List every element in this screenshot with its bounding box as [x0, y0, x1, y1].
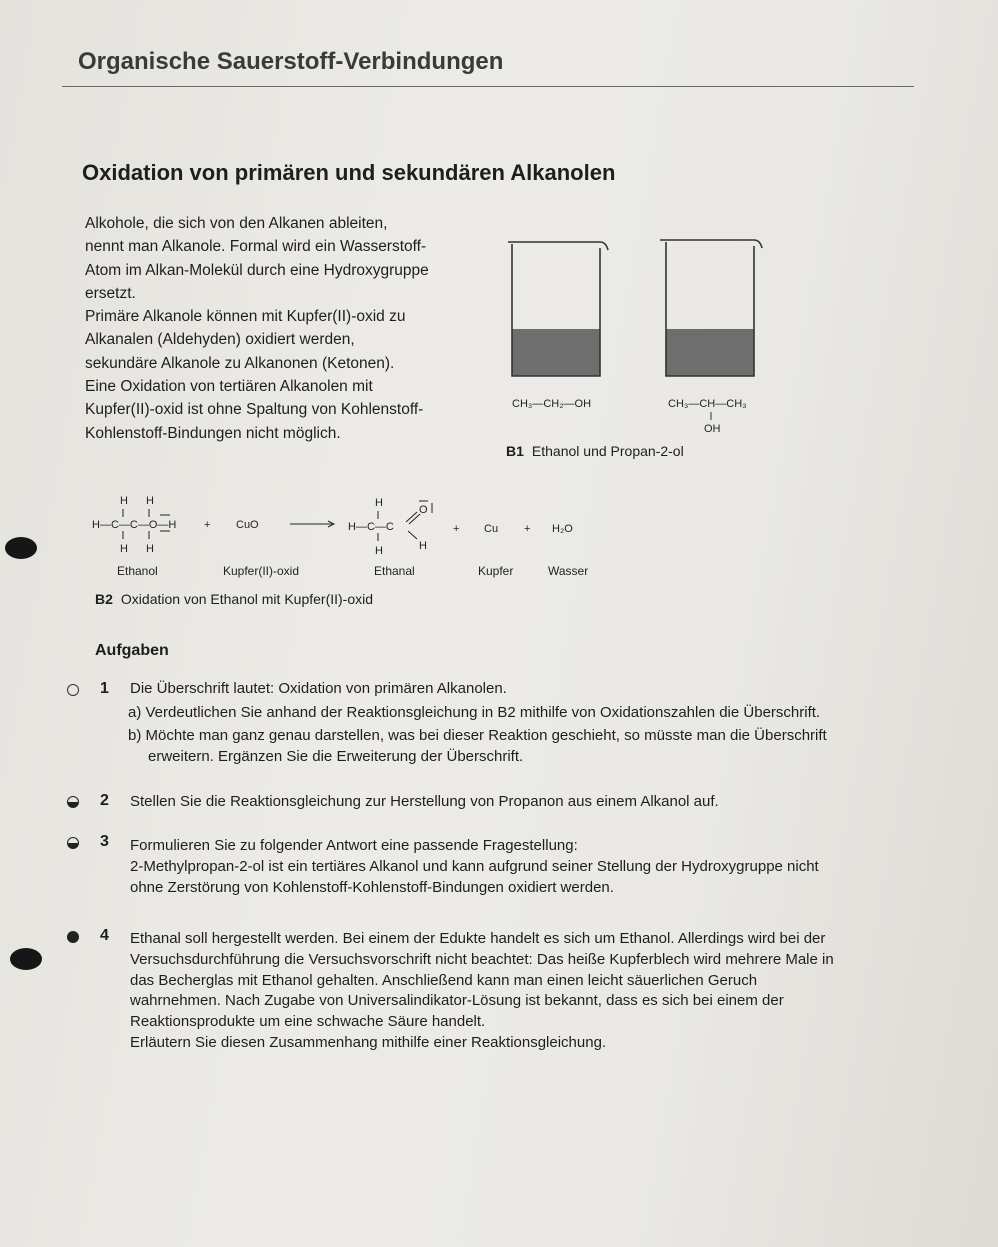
task-line: Versuchsdurchführung die Versuchsvorschrift nicht beachtet: Das heiße Kupferblech wird mehrere Male in — [130, 950, 834, 968]
beaker-propanol — [660, 240, 762, 376]
task-line: das Becherglas mit Ethanol gehalten. Anschließend kann man einen leicht säuerlichen Geruch — [130, 971, 758, 989]
task-text — [130, 929, 930, 1054]
intro-line: Kupfer(II)-oxid ist ohne Spaltung von Kohlenstoff- — [85, 401, 424, 419]
name-ethanol: Ethanol — [117, 564, 158, 578]
caption-text: Ethanol und Propan-2-ol — [531, 443, 684, 459]
atom-h: H — [120, 495, 128, 507]
formula-h2o: H₂O — [552, 523, 573, 535]
plus-sign: + — [524, 523, 531, 535]
reaction-equation — [90, 485, 630, 585]
formula-propan-2-ol: CH₃—CH—CH₃ — [668, 398, 747, 410]
plus-sign: + — [204, 519, 211, 531]
intro-paragraph — [85, 212, 485, 445]
beaker-liquid — [666, 329, 754, 376]
intro-line: Alkohole, die sich von den Alkanen ableiten, — [85, 215, 388, 232]
task-1b — [128, 725, 928, 767]
task-number: 1 — [100, 680, 109, 697]
intro-line: ersetzt. — [85, 284, 136, 302]
task-number: 4 — [100, 927, 109, 944]
task-line: Reaktionsprodukte um eine schwache Säure handelt. — [130, 1013, 486, 1031]
plus-sign: + — [453, 523, 460, 535]
double-bond — [406, 512, 417, 522]
task-line: Stellen Sie die Reaktionsgleichung zur Herstellung von Propanon aus einem Alkanol auf. — [130, 793, 719, 810]
task-number: 3 — [100, 833, 109, 850]
difficulty-half-circle-icon — [67, 837, 79, 849]
figure-b1-beakers — [500, 230, 800, 440]
intro-line: Eine Oxidation von tertiären Alkanolen mit — [85, 378, 373, 396]
name-kupferoxid: Kupfer(II)-oxid — [223, 564, 300, 578]
intro-line: Primäre Alkanole können mit Kupfer(II)-oxid zu — [85, 308, 406, 326]
tasks-heading: Aufgaben — [95, 642, 169, 659]
intro-line: Alkanalen (Aldehyden) oxidiert werden, — [85, 331, 355, 349]
task-line: Formulieren Sie zu folgender Antwort eine passende Fragestellung: — [130, 837, 578, 854]
punch-hole-lower — [10, 948, 42, 970]
task-1a — [128, 702, 928, 723]
formula-cuo: CuO — [236, 519, 259, 531]
ethanol-structure: H—C—C—O—H — [92, 519, 177, 531]
difficulty-empty-circle-icon — [67, 684, 79, 696]
figure-b1-caption — [506, 443, 684, 459]
task-text — [130, 679, 930, 700]
name-kupfer: Kupfer — [478, 564, 514, 578]
atom-o: O — [419, 504, 428, 516]
intro-line: nennt man Alkanole. Formal wird ein Wasserstoff- — [85, 238, 427, 256]
header-divider — [62, 86, 914, 87]
formula-oh: OH — [704, 423, 721, 435]
page-header-title: Organische Sauerstoff-Verbindungen — [78, 48, 504, 75]
task-line: Erläutern Sie diesen Zusammenhang mithilfe einer Reaktionsgleichung. — [130, 1033, 607, 1051]
atom-h: H — [146, 543, 154, 555]
task-line: Die Überschrift lautet: Oxidation von primären Alkanolen. — [130, 680, 507, 697]
task-text — [130, 792, 930, 813]
task-number: 2 — [100, 792, 109, 809]
ethanal-structure: H—C—C — [348, 521, 394, 533]
name-ethanal: Ethanal — [374, 564, 415, 578]
difficulty-full-circle-icon — [67, 931, 79, 943]
task-text — [130, 836, 930, 898]
name-wasser: Wasser — [548, 564, 589, 578]
atom-h: H — [120, 543, 128, 555]
section-heading: Oxidation von primären und sekundären Alkanolen — [82, 160, 616, 185]
beaker-liquid — [512, 329, 600, 376]
formula-ethanol: CH₃—CH₂—OH — [512, 398, 592, 410]
task-line: b) Möchte man ganz genau darstellen, was bei dieser Reaktion geschieht, so müsste man die Überschrift — [128, 727, 827, 744]
task-line: a) Verdeutlichen Sie anhand der Reaktionsgleichung in B2 mithilfe von Oxidationszahlen die Überschrift. — [128, 704, 821, 721]
intro-line: sekundäre Alkanole zu Alkanonen (Ketonen). — [85, 354, 395, 372]
task-line: wahrnehmen. Nach Zugabe von Universalindikator-Lösung ist bekannt, dass es sich bei einem der — [130, 992, 784, 1010]
difficulty-half-circle-icon — [67, 796, 79, 808]
task-line: Ethanal soll hergestellt werden. Bei einem der Edukte handelt es sich um Ethanol. Allerdings wird bei der — [130, 930, 826, 947]
figure-b2-caption — [95, 591, 373, 607]
intro-line: Kohlenstoff-Bindungen nicht möglich. — [85, 424, 341, 442]
figure-label: B2 — [95, 591, 113, 607]
caption-text: Oxidation von Ethanol mit Kupfer(II)-oxid — [120, 591, 374, 607]
task-line: erweitern. Ergänzen Sie die Erweiterung der Überschrift. — [148, 748, 524, 765]
task-line: ohne Zerstörung von Kohlenstoff-Kohlenstoff-Bindungen oxidiert werden. — [130, 878, 614, 896]
atom-h: H — [375, 545, 383, 557]
bond-line — [408, 531, 417, 539]
formula-cu: Cu — [484, 523, 499, 535]
task-line: 2-Methylpropan-2-ol ist ein tertiäres Alkanol und kann aufgrund seiner Stellung der Hydroxygruppe nicht — [130, 857, 819, 875]
atom-h: H — [146, 495, 154, 507]
punch-hole-upper — [5, 537, 37, 559]
figure-label: B1 — [506, 443, 524, 459]
atom-h: H — [419, 540, 427, 552]
intro-line: Atom im Alkan-Molekül durch eine Hydroxygruppe — [85, 261, 429, 279]
atom-h: H — [375, 497, 383, 509]
beaker-ethanol — [508, 242, 608, 376]
